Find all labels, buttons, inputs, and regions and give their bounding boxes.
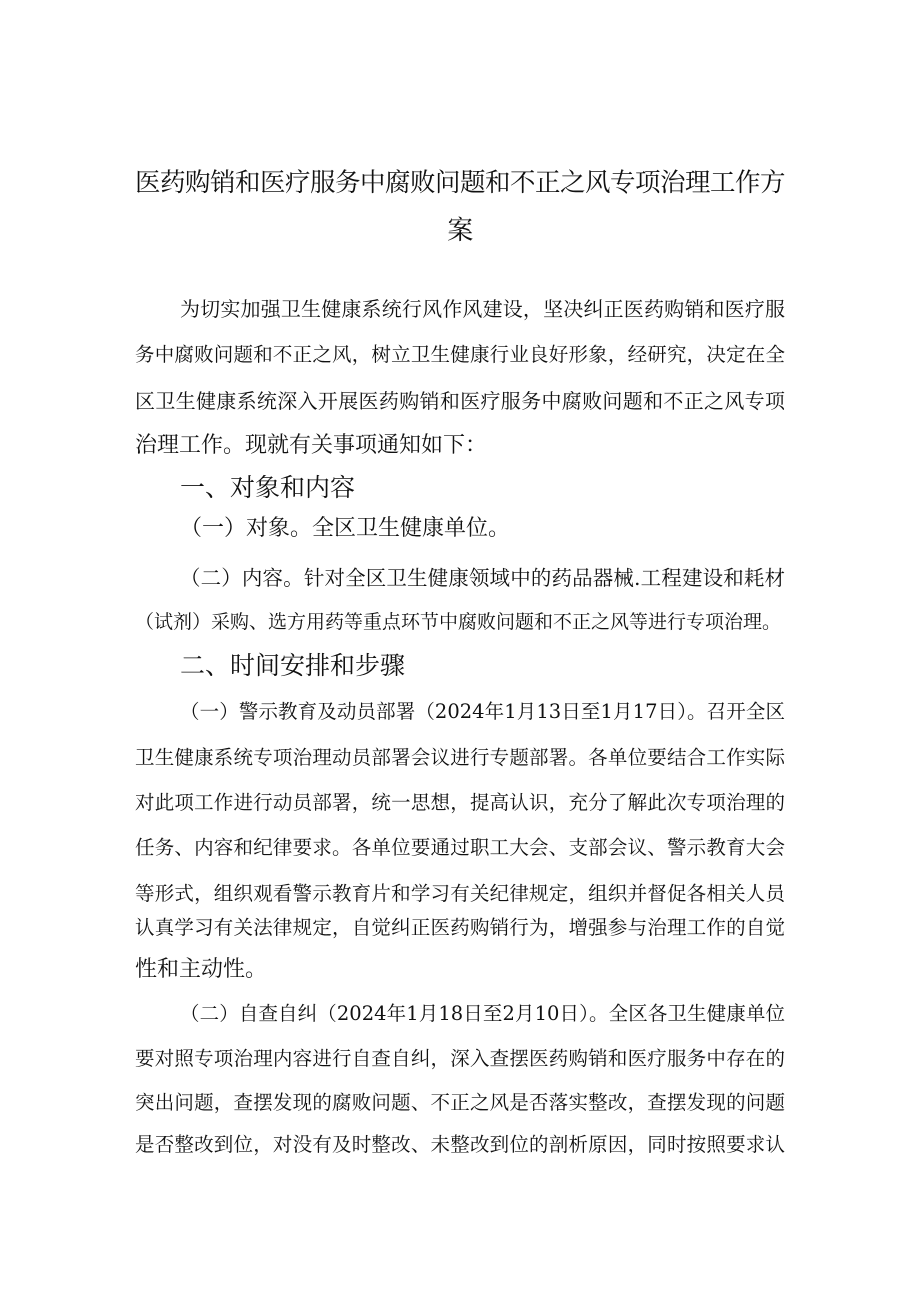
intro-line: 务中腐败问题和不正之风，树立卫生健康行业良好形象，经研究，决定在全	[135, 343, 785, 366]
section-heading-1: 一、对象和内容	[180, 473, 356, 502]
section2-item1-line: 卫生健康系统专项治理动员部署会议进行专题部署。各单位要结合工作实际	[135, 746, 785, 769]
section2-item1-line: 等形式，组织观看警示教育片和学习有关纪律规定，组织并督促各相关人员	[135, 882, 785, 905]
intro-line: 治理工作。现就有关事项通知如下：	[135, 433, 488, 458]
section1-item1-line: （一）对象。全区卫生健康单位。	[180, 516, 511, 541]
intro-line: 为切实加强卫生健康系统行风作风建设，坚决纠正医药购销和医疗服	[180, 297, 785, 321]
section1-item2-line: （试剂）采购、选方用药等重点环节中腐败问题和不正之风等进行专项治理。	[135, 611, 782, 633]
section2-item2-line: （二）自查自纠（2024年1月18日至2月10日）。全区各卫生健康单位	[180, 1002, 785, 1025]
section2-item1-line: （一）警示教育及动员部署（2024年1月13日至1月17日）。召开全区	[180, 700, 785, 723]
section2-item1-line: 任务、内容和纪律要求。各单位要通过职工大会、支部会议、警示教育大会	[135, 836, 785, 859]
section-heading-2: 二、时间安排和步骤	[180, 651, 406, 680]
intro-line: 区卫生健康系统深入开展医药购销和医疗服务中腐败问题和不正之风专项	[135, 389, 785, 413]
section2-item1-line: 对此项工作进行动员部署，统一思想，提高认识，充分了解此次专项治理的	[135, 791, 785, 814]
document-title-line-2: 案	[447, 216, 473, 246]
section2-item2-line: 突出问题，查摆发现的腐败问题、不正之风是否落实整改，查摆发现的问题	[135, 1091, 785, 1114]
section2-item1-line: 性和主动性。	[135, 957, 268, 982]
document-title-line-1: 医药购销和医疗服务中腐败问题和不正之风专项治理工作方	[134, 168, 785, 198]
section2-item1-line: 认真学习有关法律规定，自觉纠正医药购销行为，增强参与治理工作的自觉	[135, 916, 785, 939]
section2-item2-line: 要对照专项治理内容进行自查自纠，深入查摆医药购销和医疗服务中存在的	[135, 1047, 785, 1070]
section1-item2-line: （二）内容。针对全区卫生健康领域中的药品器械.工程建设和耗材	[180, 566, 785, 590]
section2-item2-line: 是否整改到位，对没有及时整改、未整改到位的剖析原因，同时按照要求认	[135, 1133, 785, 1156]
